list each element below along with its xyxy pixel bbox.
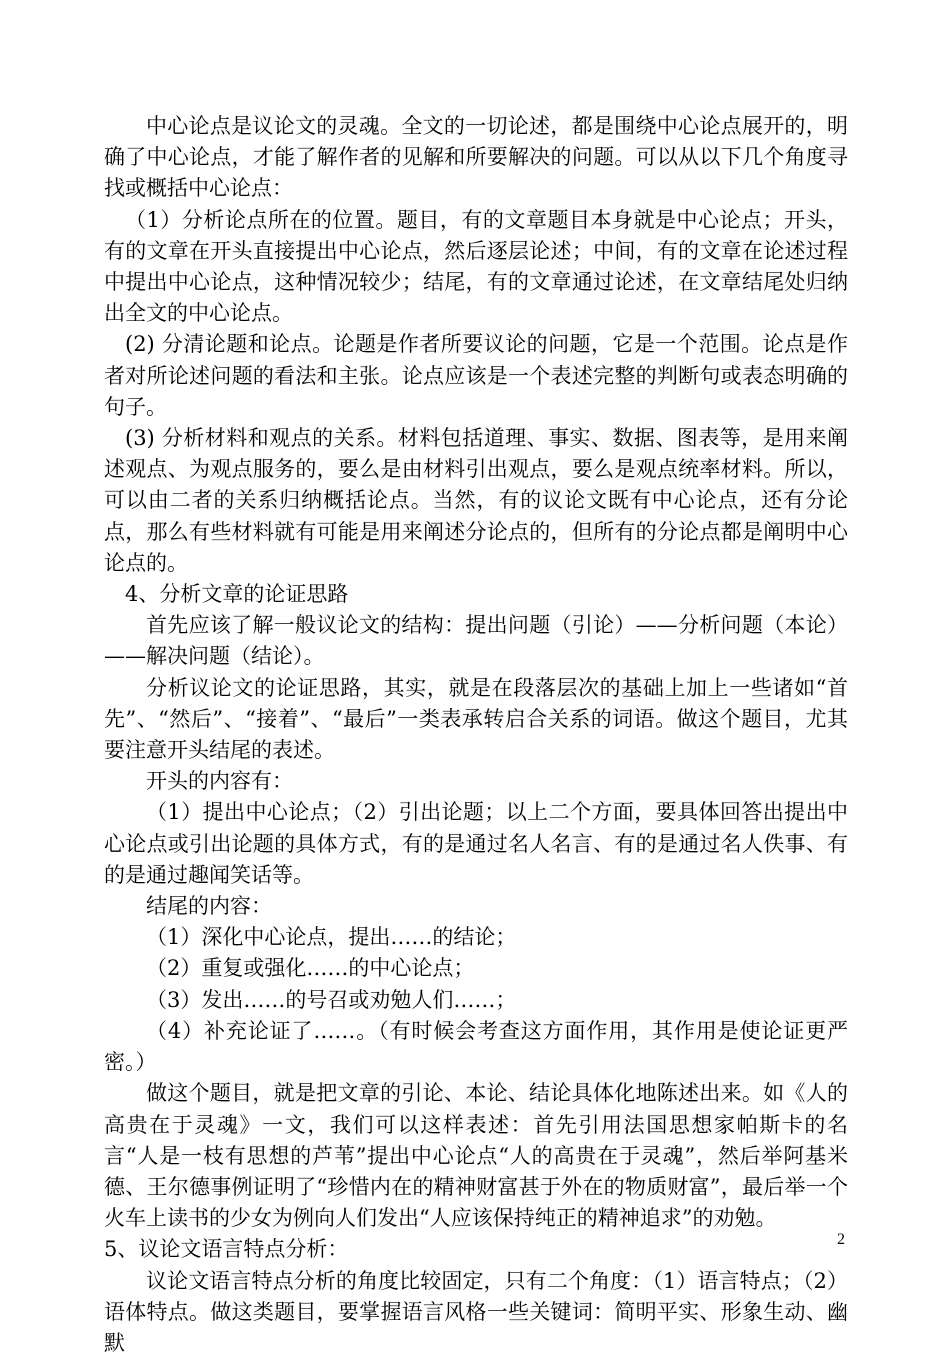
section-heading-4: 4、分析文章的论证思路 bbox=[125, 582, 349, 607]
page-number: 2 bbox=[837, 1231, 845, 1248]
body-text bbox=[104, 111, 848, 1359]
list-item-ending-2: （2）重复或强化……的中心论点； bbox=[146, 956, 475, 981]
paragraph-method-2-topic-vs-thesis: (2) 分清论题和论点。论题是作者所要议论的问题，它是一个范围。论点是作者对所论述问题的看法和主张。论点应该是一个表述完整的判断句或表态明确的句子。 bbox=[104, 332, 848, 419]
paragraph-argument-flow: 分析议论文的论证思路，其实，就是在段落层次的基础上加上一些诸如“首先”、“然后”、“接着”、“最后”一类表承转启合关系的词语。做这个题目，尤其要注意开头结尾的表述。 bbox=[104, 675, 848, 763]
paragraph-ending-label: 结尾的内容： bbox=[146, 894, 272, 919]
paragraph-method-1-position: （1）分析论点所在的位置。题目，有的文章题目本身就是中心论点；开头，有的文章在开头直接提出中心论点，然后逐层论述；中间，有的文章在论述过程中提出中心论点，这种情况较少；结尾，有的文章通过论述，在文章结尾处归纳出全文的中心论点。 bbox=[104, 207, 848, 326]
paragraph-example: 做这个题目，就是把文章的引论、本论、结论具体化地陈述出来。如《人的高贵在于灵魂》一文，我们可以这样表述：首先引用法国思想家帕斯卡的名言“人是一枝有思想的芦苇”提出中心论点“人的高贵在于灵魂”，然后举阿基米德、王尔德事例证明了“珍惜内在的精神财富甚于外在的物质财富”，最后举一个火车上读书的少女为例向人们发出“人应该保持纯正的精神追求”的劝勉。 bbox=[104, 1081, 848, 1231]
paragraph-opening-content: （1）提出中心论点；（2）引出论题；以上二个方面，要具体回答出提出中心论点或引出论题的具体方式，有的是通过名人名言、有的是通过名人佚事、有的是通过趣闻笑话等。 bbox=[104, 800, 848, 887]
paragraph-central-thesis-intro: 中心论点是议论文的灵魂。全文的一切论述，都是围绕中心论点展开的，明确了中心论点，才能了解作者的见解和所要解决的问题。可以从以下几个角度寻找或概括中心论点： bbox=[104, 114, 848, 201]
paragraph-opening-label: 开头的内容有： bbox=[146, 769, 293, 794]
paragraph-language-features: 议论文语言特点分析的角度比较固定，只有二个角度：（1）语言特点；（2）语体特点。做这类题目，要掌握语言风格一些关键词：简明平实、形象生动、幽默 bbox=[104, 1268, 848, 1355]
list-item-ending-1: （1）深化中心论点，提出……的结论； bbox=[146, 925, 517, 950]
list-item-ending-4: （4）补充论证了……。（有时候会考查这方面作用，其作用是使论证更严密。） bbox=[104, 1018, 848, 1075]
paragraph-method-3-material-relation: (3) 分析材料和观点的关系。材料包括道理、事实、数据、图表等，是用来阐述观点、为观点服务的，要么是由材料引出观点，要么是观点统率材料。所以，可以由二者的关系归纳概括论点。当然，有的议论文既有中心论点，还有分论点，那么有些材料就有可能是用来阐述分论点的，但所有的分论点都是阐明中心论点的。 bbox=[104, 426, 848, 575]
section-heading-5: 5、议论文语言特点分析： bbox=[104, 1237, 349, 1262]
list-item-ending-3: （3）发出……的号召或劝勉人们……； bbox=[146, 987, 517, 1012]
paragraph-structure: 首先应该了解一般议论文的结构：提出问题（引论）——分析问题（本论）——解决问题（结论）。 bbox=[104, 613, 848, 669]
